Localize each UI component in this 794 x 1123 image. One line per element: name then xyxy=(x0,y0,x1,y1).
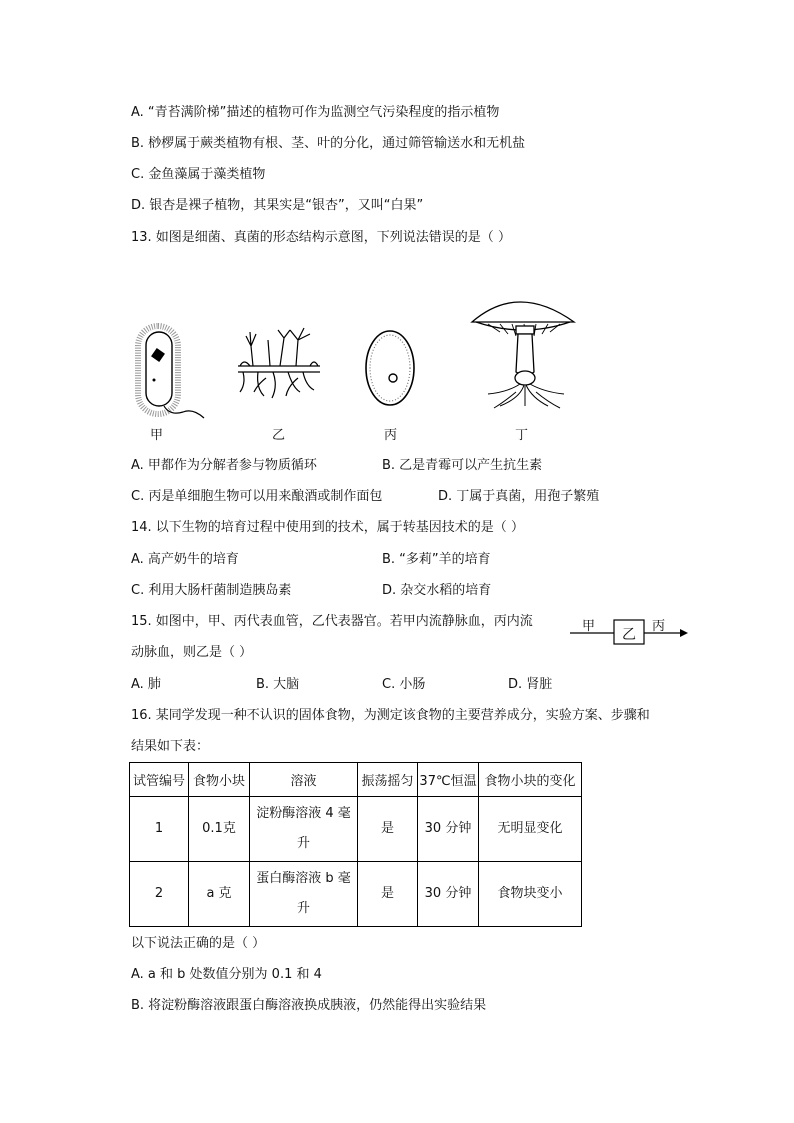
penicillium-illustration xyxy=(238,328,320,398)
q16-option-b: B. 将淀粉酶溶液跟蛋白酶溶液换成胰液，仍然能得出实验结果 xyxy=(131,998,487,1013)
figure-label-yi: 乙 xyxy=(272,428,286,443)
cell-solution xyxy=(250,862,358,927)
table-header: 振荡摇匀 xyxy=(358,763,418,797)
cell-time: 30 分钟 xyxy=(418,797,479,862)
figure-label-jia: 甲 xyxy=(150,428,164,443)
table-header: 37℃恒温 xyxy=(418,763,479,797)
q13-stem: 13. 如图是细菌、真菌的形态结构示意图，下列说法错误的是（ ） xyxy=(131,230,511,245)
q15-stem-line2: 动脉血，则乙是（ ） xyxy=(131,645,253,660)
cell-solution-line2: 升 xyxy=(296,836,310,851)
q13-option-d: D. 丁属于真菌，用孢子繁殖 xyxy=(438,489,600,504)
microbe-figure xyxy=(128,288,588,428)
q16-stem-line1: 16. 某同学发现一种不认识的固体食物，为测定该食物的主要营养成分，实验方案、步骤和 xyxy=(131,708,650,723)
q15-stem-line1: 15. 如图中，甲、丙代表血管，乙代表器官。若甲内流静脉血，丙内流 xyxy=(131,614,533,629)
q15-option-b: B. 大脑 xyxy=(256,677,300,692)
q13-option-c: C. 丙是单细胞生物可以用来酿酒或制作面包 xyxy=(131,489,383,504)
q14-option-a: A. 高产奶牛的培育 xyxy=(131,552,239,567)
q14-stem: 14. 以下生物的培育过程中使用到的技术，属于转基因技术的是（ ） xyxy=(131,520,524,535)
mushroom-illustration xyxy=(472,302,574,408)
cell-shake: 是 xyxy=(358,797,418,862)
q14-option-c: C. 利用大肠杆菌制造胰岛素 xyxy=(131,583,292,598)
q12-option-c: C. 金鱼藻属于藻类植物 xyxy=(131,167,266,182)
figure-label-ding: 丁 xyxy=(515,428,529,443)
diagram-box-yi: 乙 xyxy=(622,627,636,643)
experiment-table xyxy=(129,762,582,927)
cell-solution-line2: 升 xyxy=(296,901,310,916)
cell-time: 30 分钟 xyxy=(418,862,479,927)
table-header: 食物小块 xyxy=(189,763,250,797)
cell-change: 无明显变化 xyxy=(479,797,582,862)
cell-food: 0.1克 xyxy=(189,797,250,862)
q15-option-a: A. 肺 xyxy=(131,677,161,692)
q14-option-d: D. 杂交水稻的培育 xyxy=(382,583,492,598)
bacterium-illustration xyxy=(138,326,204,418)
table-row xyxy=(130,797,582,862)
table-header-row xyxy=(130,763,582,797)
q14-option-b: B. “多莉”羊的培育 xyxy=(382,552,491,567)
table-header: 溶液 xyxy=(250,763,358,797)
cell-food: a 克 xyxy=(189,862,250,927)
figure-label-bing: 丙 xyxy=(384,428,398,443)
cell-tube-id: 2 xyxy=(130,862,189,927)
table-row xyxy=(130,862,582,927)
cell-solution-line1: 蛋白酶溶液 b 毫 xyxy=(256,871,351,886)
cell-change: 食物块变小 xyxy=(479,862,582,927)
q15-option-d: D. 肾脏 xyxy=(508,677,553,692)
q16-prompt: 以下说法正确的是（ ） xyxy=(131,936,266,951)
diagram-label-jia: 甲 xyxy=(582,619,596,634)
q16-option-a: A. a 和 b 处数值分别为 0.1 和 4 xyxy=(131,967,322,982)
cell-solution xyxy=(250,797,358,862)
cell-shake: 是 xyxy=(358,862,418,927)
q13-option-b: B. 乙是青霉可以产生抗生素 xyxy=(382,458,543,473)
table-header: 试管编号 xyxy=(130,763,189,797)
q12-option-d: D. 银杏是裸子植物，其果实是“银杏”，又叫“白果” xyxy=(131,198,424,213)
q12-option-a: A. “青苔满阶梯”描述的植物可作为监测空气污染程度的指示植物 xyxy=(131,105,500,120)
q13-option-a: A. 甲都作为分解者参与物质循环 xyxy=(131,458,317,473)
diagram-label-bing: 丙 xyxy=(652,619,666,634)
yeast-illustration xyxy=(366,331,414,405)
cell-tube-id: 1 xyxy=(130,797,189,862)
cell-solution-line1: 淀粉酶溶液 4 毫 xyxy=(256,806,351,821)
q16-stem-line2: 结果如下表： xyxy=(131,739,210,754)
q15-option-c: C. 小肠 xyxy=(382,677,426,692)
table-header: 食物小块的变化 xyxy=(479,763,582,797)
q12-option-b: B. 桫椤属于蕨类植物有根、茎、叶的分化，通过筛管输送水和无机盐 xyxy=(131,136,526,151)
